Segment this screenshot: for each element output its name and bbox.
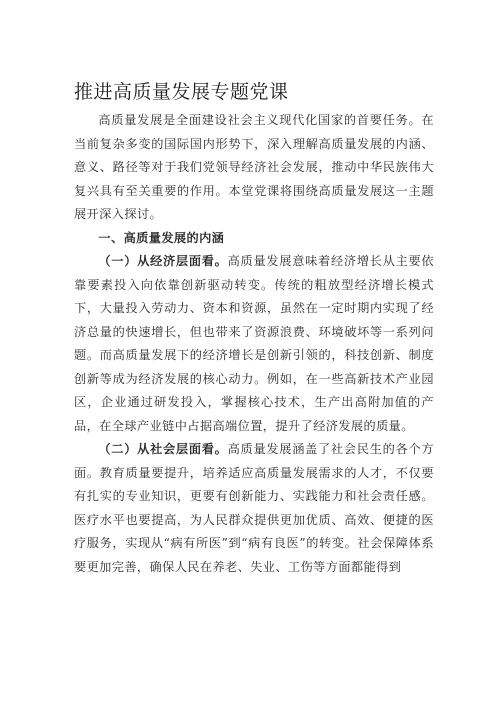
subsection-social-text: 高质量发展涵盖了社会民生的各个方面。教育质量要提升，培养适应高质量发展需求的人才，不仅要有扎实的专业知识，更要有创新能力、实践能力和社会责任感。医疗水平也要提高，为人民群众提供更加优质、高效、便捷的医疗服务，实现从“病有所医”到“病有良医”的转变。社会保障体系要更加完善，确保人民在养老、失业、工伤等方面都能得到 (74, 442, 435, 574)
subsection-economic-lead: （一）从经济层面看。 (98, 254, 228, 268)
document-title: 推进高质量发展专题党课 (74, 81, 289, 103)
subsection-economic-text: 高质量发展意味着经济增长从主要依靠要素投入向依靠创新驱动转变。传统的粗放型经济增长模式下，大量投入劳动力、资本和资源，虽然在一定时期内实现了经济总量的快速增长，但也带来了资源浪费、环境破坏等一系列问题。而高质量发展下的经济增长是创新引领的，科技创新、制度创新等成为经济发展的核心动力。例如，在一些高新技术产业园区，企业通过研发投入，掌握核心技术，生产出高附加值的产品，在全球产业链中占据高端位置，提升了经济发展的质量。 (74, 254, 435, 433)
subsection-social (74, 438, 434, 579)
subsection-economic (74, 250, 434, 438)
subsection-social-lead: （二）从社会层面看。 (98, 442, 228, 456)
document-body (74, 109, 434, 579)
intro-paragraph: 高质量发展是全面建设社会主义现代化国家的首要任务。在当前复杂多变的国际国内形势下，深入理解高质量发展的内涵、意义、路径等对于我们党领导经济社会发展，推动中华民族伟大复兴具有至关重要的作用。本堂党课将围绕高质量发展这一主题展开深入探讨。 (74, 113, 434, 221)
section-heading-1: 一、高质量发展的内涵 (98, 230, 225, 245)
